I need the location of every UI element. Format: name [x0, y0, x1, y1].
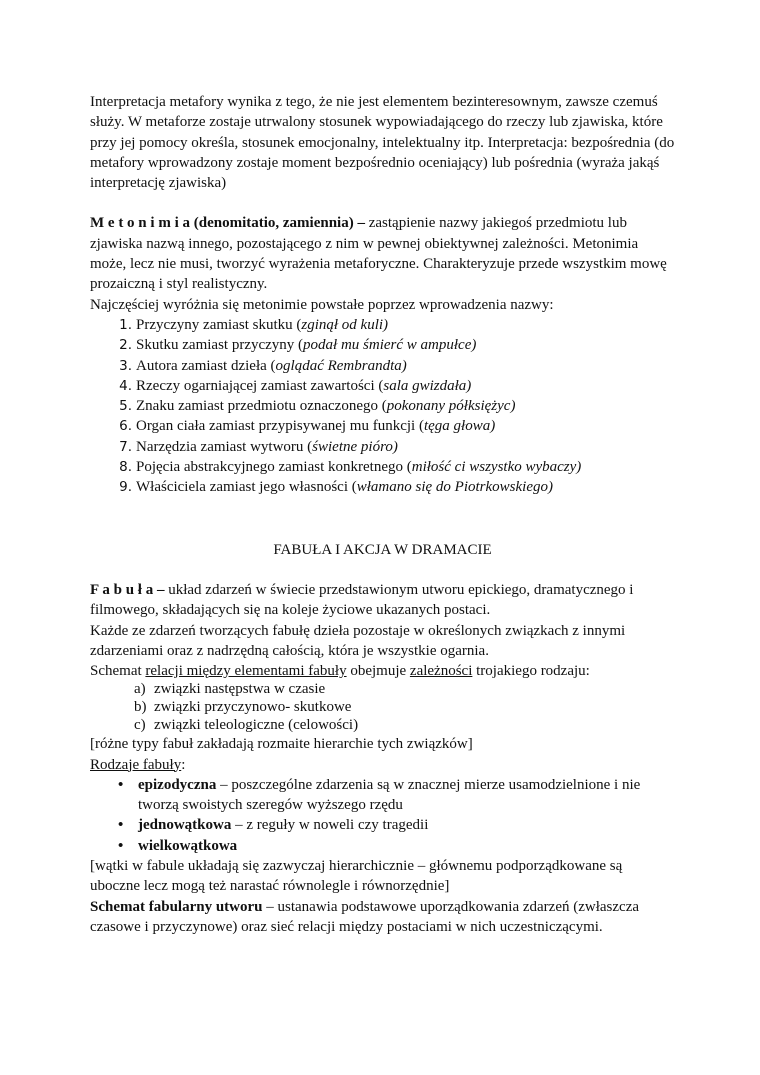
- list-item-example: podał mu śmierć w ampułce): [303, 337, 477, 354]
- list-item-text: Przyczyny zamiast skutku (: [136, 316, 302, 333]
- list-item: [134, 717, 675, 735]
- list-item-example: oglądać Rembrandta): [275, 357, 407, 374]
- schemat-fabularny: [90, 897, 675, 938]
- list-item: [118, 376, 675, 396]
- list-item: [118, 457, 675, 477]
- list-item: [118, 335, 675, 355]
- metonimia-definition: [90, 213, 675, 294]
- schemat-post: trojakiego rodzaju:: [472, 663, 590, 680]
- list-item: [118, 775, 675, 816]
- list-item-example: miłość ci wszystko wybaczy): [411, 459, 582, 476]
- list-number: 1 .: [112, 315, 132, 335]
- schemat-fabularny-desc: – ustanawia podstawowe uporządkowania zdarzeń (zwłaszcza czasowe i przyczynowe) oraz sieć relacji między postaciami w nich uczestniczącymi.: [90, 898, 640, 935]
- list-item-example: sala gwizdała): [383, 377, 472, 394]
- list-letter: c ): [134, 717, 146, 735]
- list-number: 7 .: [112, 437, 132, 457]
- list-number: 6 .: [112, 416, 132, 436]
- list-number: 5 .: [112, 396, 132, 416]
- list-number: 2 .: [112, 335, 132, 355]
- list-item-example: tęga głowa): [423, 418, 496, 435]
- metonimia-lead: Najczęściej wyróżnia się metonimie powstałe poprzez wprowadzenia nazwy:: [90, 296, 554, 313]
- spacer: [90, 498, 675, 540]
- list-item: [118, 356, 675, 376]
- type-term: wielkowątkowa: [138, 837, 238, 854]
- rodzaje-heading: [90, 755, 675, 775]
- intro-paragraph: Interpretacja metafory wynika z tego, że nie jest elementem bezinteresownym, zawsze czemuś służy. W metaforze zostaje utrwalony stosunek wypowiadającego do rzeczy lub zjawiska, które przy jej pomocy określa, stosunek emocjonalny, intelektualny itp. Interpretacja: bezpośrednia (do metafory wprowadzony zostaje moment bezpośrednio oceniający) lub pośrednia (wyraża jakąś interpretację zjawiska): [90, 94, 675, 192]
- list-item: [118, 437, 675, 457]
- bullet-icon: •: [118, 817, 124, 834]
- note-hierarchies: [różne typy fabuł zakładają rozmaite hierarchie tych związków]: [90, 736, 473, 753]
- list-letter: a ): [134, 681, 146, 699]
- list-item-example: włamano się do Piotrkowskiego): [356, 479, 553, 496]
- fabula-term: F a b u ł a –: [90, 581, 165, 598]
- fabula-paragraph: Każde ze zdarzeń tworzących fabułę dzieła pozostaje w określonych związkach z innymi zdarzeniami oraz z nadrzędną całością, która je wszystkie ogarnia.: [90, 622, 626, 659]
- list-item-text: Właściciela zamiast jego własności (: [136, 479, 357, 496]
- schemat-underlined-1: relacji między elementami fabuły: [145, 663, 347, 680]
- list-item: [118, 815, 675, 835]
- list-item-text: związki przyczynowo- skutkowe: [154, 699, 352, 716]
- list-item-text: Rzeczy ogarniającej zamiast zawartości (: [136, 377, 384, 394]
- list-item-text: Znaku zamiast przedmiotu oznaczonego (: [136, 398, 387, 415]
- section-title: FABUŁA I AKCJA W DRAMACIE: [273, 541, 492, 558]
- list-item: [118, 416, 675, 436]
- list-item: [118, 396, 675, 416]
- list-item: [118, 477, 675, 497]
- type-term: epizodyczna: [138, 776, 217, 793]
- list-number: 4 .: [112, 376, 132, 396]
- list-letter: b ): [134, 699, 147, 717]
- spacer: [90, 560, 675, 580]
- rodzaje-label: Rodzaje fabuły: [90, 756, 182, 773]
- list-item-example: zginął od kuli): [301, 316, 389, 333]
- schemat-pre: Schemat: [90, 663, 146, 680]
- list-item-example: świetne pióro): [312, 438, 398, 455]
- list-item-text: związki następstwa w czasie: [154, 681, 326, 698]
- list-number: 8 .: [112, 457, 132, 477]
- schemat-sentence: [90, 661, 675, 681]
- list-item-text: Pojęcia abstrakcyjnego zamiast konkretnego (: [136, 459, 412, 476]
- list-number: 9 .: [112, 477, 132, 497]
- spacer: [90, 193, 675, 213]
- fabula-definition: [90, 580, 675, 621]
- note-watki: [wątki w fabule układają się zazwyczaj hierarchicznie – głównemu podporządkowane są uboczne lecz mogą też narastać równolegle i równorzędnie]: [90, 857, 623, 895]
- metonimia-term: M e t o n i m i a (denomitatio, zamiennia) –: [90, 215, 365, 232]
- list-item-text: Skutku zamiast przyczyny (: [136, 337, 304, 354]
- list-item-text: Autora zamiast dzieła (: [136, 357, 276, 374]
- list-item: [134, 681, 675, 699]
- type-desc: – poszczególne zdarzenia są w znacznej mierze usamodzielnione i nie tworzą swoistych szeregów wyższego rzędu: [138, 776, 641, 814]
- list-item: [134, 699, 675, 717]
- types-list: [90, 775, 675, 856]
- schemat-mid: obejmuje: [346, 663, 410, 680]
- schemat-fabularny-term: Schemat fabularny utworu: [90, 898, 263, 915]
- relations-list: [90, 681, 675, 734]
- list-item-example: pokonany półksiężyc): [386, 398, 516, 415]
- list-item-text: związki teleologiczne (celowości): [154, 716, 359, 733]
- bullet-icon: •: [118, 776, 124, 793]
- metonimia-definition-text: zastąpienie nazwy jakiegoś przedmiotu lub zjawiska nazwą innego, pozostającego z nim w pewnej obiektywnej zależności. Metonimia może, lecz nie musi, tworzyć wyrażenia metaforyczne. Charakteryzuje przede wszystkim mowę prozaiczną i styl realistyczny.: [90, 215, 667, 293]
- list-item-text: Organ ciała zamiast przypisywanej mu funkcji (: [136, 418, 424, 435]
- document-page: [90, 92, 675, 937]
- bullet-icon: •: [118, 837, 124, 854]
- rodzaje-colon: :: [181, 756, 186, 773]
- schemat-underlined-2: zależności: [409, 663, 473, 680]
- list-item: [118, 315, 675, 335]
- list-item: [118, 836, 675, 856]
- fabula-definition-text: układ zdarzeń w świecie przedstawionym utworu epickiego, dramatycznego i filmowego, składających się na koleje życiowe ukazanych postaci.: [90, 581, 634, 619]
- type-term: jednowątkowa: [138, 817, 232, 834]
- type-desc: – z reguły w noweli czy tragedii: [231, 817, 429, 834]
- list-number: 3 .: [112, 356, 132, 376]
- metonimia-list: [90, 315, 675, 498]
- list-item-text: Narzędzia zamiast wytworu (: [136, 438, 313, 455]
